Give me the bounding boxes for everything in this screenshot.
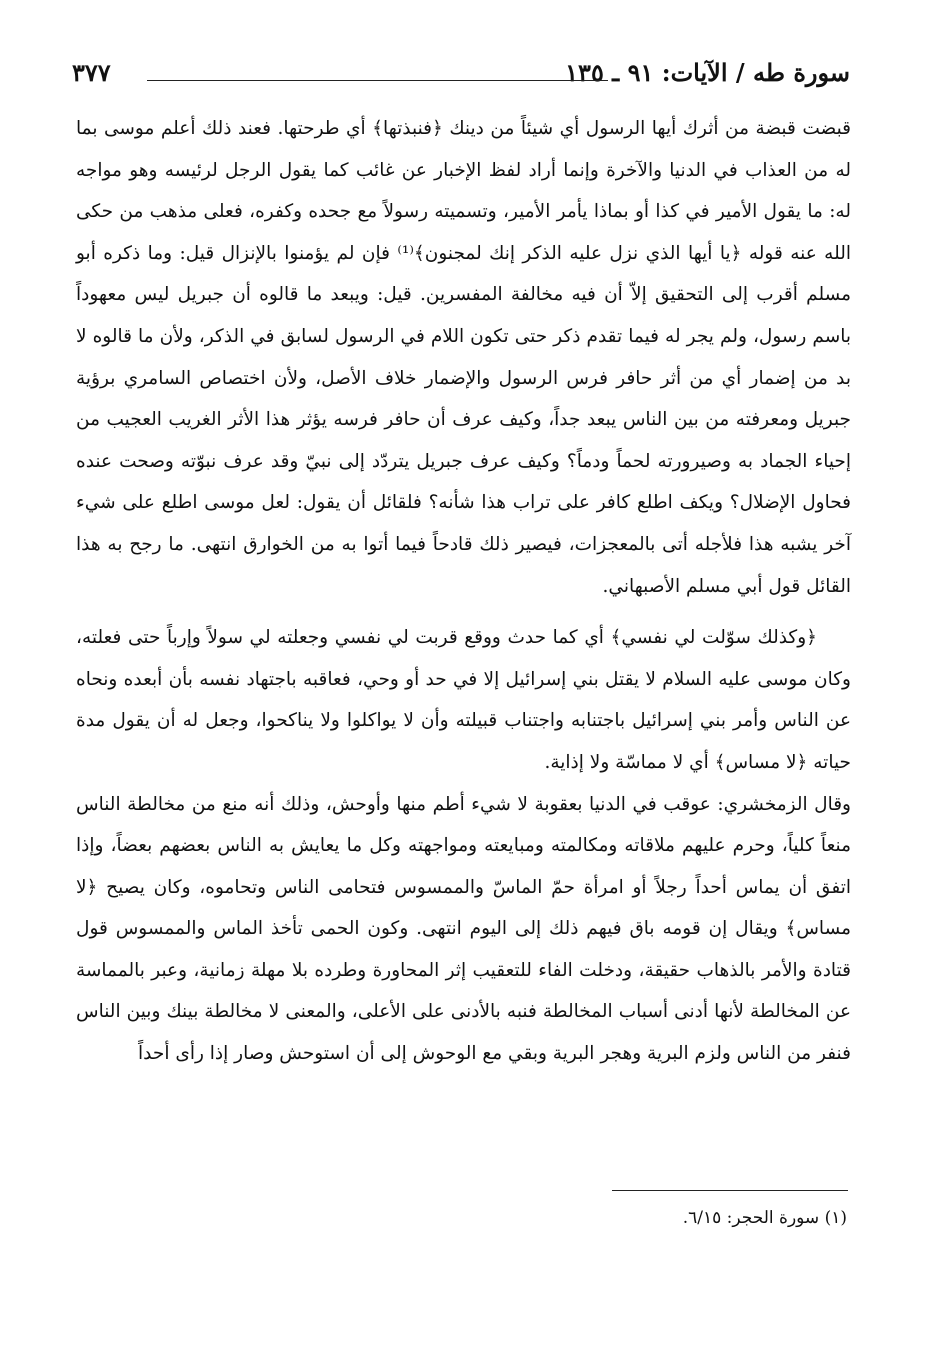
paragraph-3: وقال الزمخشري: عوقب في الدنيا بعقوبة لا شيء أطم منها وأوحش، وذلك أنه منع من مخالطة الناس منعاً كلياً، وحرم عليهم ملاقاته ومكالمته ومبايعته ومواجهته وكل ما يعايش به الناس بعضهم بعضاً، وإذا اتفق أن يماس أحداً رجلاً أو امرأة حمّ الماسّ والممسوس فتحامى الناس وتحاموه، وكان يصيح ﴿لا مساس﴾ ويقال إن قومه باق فيهم ذلك إلى اليوم انتهى. وكون الحمى تأخذ الماس والممسوس قول قتادة والأمر بالذهاب حقيقة، ودخلت الفاء للتعقيب إثر المحاورة وطرده بلا مهلة زمانية، وعبر بالمماسة عن المخالطة لأنها أدنى أسباب المخالطة فنبه بالأدنى على الأعلى، والمعنى لا مخالطة بينك وبين الناس فنفر من الناس ولزم البرية وهجر البرية وبقي مع الوحوش إلى أن استوحش وصار إذا رأى أحداً (76, 793, 851, 1065)
header-divider (147, 80, 608, 81)
main-text (76, 108, 851, 1075)
running-title: سورة طه / الآيات: ٩١ ـ ١٣٥ (565, 58, 850, 87)
footnote-divider (612, 1190, 848, 1191)
page-header (72, 58, 850, 94)
footnote: (١) سورة الحجر: ٦/١٥. (682, 1208, 847, 1228)
page-number: ٣٧٧ (72, 58, 111, 87)
paragraph-1: قبضت قبضة من أثرك أيها الرسول أي شيئاً من دينك ﴿فنبذتها﴾ أي طرحتها. فعند ذلك أعلم موسى بما له من العذاب في الدنيا والآخرة وإنما أراد لفظ الإخبار عن غائب كما يقول الرجل لرئيسه وهو مواجه له: ما يقول الأمير في كذا أو بماذا يأمر الأمير، وتسميته رسولاً مع جحده وكفره، فعلى مذهب من حكى الله عنه قوله ﴿يا أيها الذي نزل عليه الذكر إنك لمجنون﴾⁽¹⁾ فإن لم يؤمنوا بالإنزال قيل: وما ذكره أبو مسلم أقرب إلى التحقيق إلاّ أن فيه مخالفة المفسرين. قيل: ويبعد ما قالوه أن جبريل ليس معهوداً باسم رسول، ولم يجر له فيما تقدم ذكر حتى تكون اللام في الرسول لسابق في الذكر، ولأن ما قالوه لا بد من إضمار أي من أثر حافر فرس الرسول والإضمار خلاف الأصل، ولأن اختصاص السامري برؤية جبريل ومعرفته من بين الناس يبعد جداً، وكيف عرف أن حافر فرسه يؤثر هذا الأثر الغريب العجيب من إحياء الجماد به وصيرورته لحماً ودماً؟ وكيف عرف جبريل يتردّد إلى نبيّ وقد عرف نبوّته وصحت عنده فحاول الإضلال؟ ويكف اطلع كافر على تراب هذا شأنه؟ فلقائل أن يقول: لعل موسى اطلع على شيء آخر يشبه هذا فلأجله أتى بالمعجزات، فيصير ذلك قادحاً فيما أتوا به من الخوارق انتهى. ما رجح به هذا القائل قول أبي مسلم الأصبهاني. (76, 118, 851, 597)
paragraph-2: ﴿وكذلك سوّلت لي نفسي﴾ أي كما حدث ووقع قربت لي نفسي وجعلته لي سولاً وإرباً حتى فعلته، وكان موسى عليه السلام لا يقتل بني إسرائيل إلا في حد أو وحي، فعاقبه باجتهاد نفسه بأن أبعده ونحاه عن الناس وأمر بني إسرائيل باجتنابه واجتناب قبيلته وأن لا يواكلوا ولا يناكحوا، وجعل له أن يقول مدة حياته ﴿لا مساس﴾ أي لا مماسّة ولا إذاية. (76, 627, 851, 773)
